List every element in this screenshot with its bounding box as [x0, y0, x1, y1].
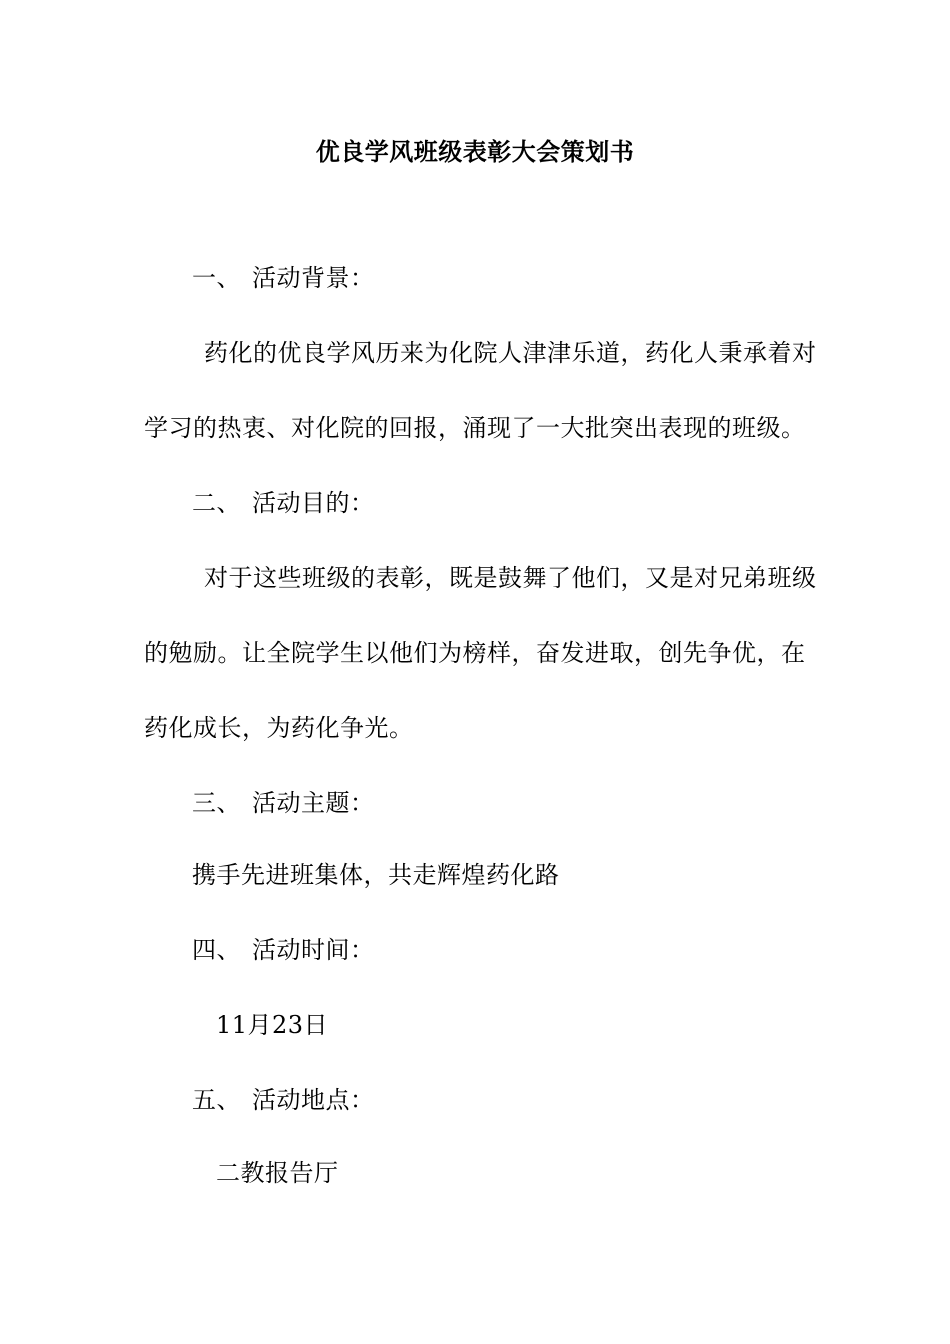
section-heading-text: 活动地点：: [252, 1086, 375, 1114]
section-heading-text: 活动目的：: [252, 489, 375, 517]
section-heading-text: 活动背景：: [252, 264, 375, 292]
section-number: 一、: [192, 264, 241, 292]
section-heading: [192, 263, 375, 293]
section-heading-text: 活动主题：: [252, 789, 375, 817]
paragraph-line: 对于这些班级的表彰，既是鼓舞了他们，又是对兄弟班级: [204, 564, 817, 592]
section-heading: [192, 788, 375, 818]
section-number: 三、: [192, 789, 241, 817]
section-heading: [192, 935, 375, 965]
paragraph-line: 11月23日: [216, 1011, 329, 1039]
paragraph-line: 药化的优良学风历来为化院人津津乐道，药化人秉承着对: [204, 339, 817, 367]
section-heading: [192, 1085, 375, 1115]
section-number: 五、: [192, 1086, 241, 1114]
section-number: 二、: [192, 489, 241, 517]
section-number: 四、: [192, 936, 241, 964]
document-title: 优良学风班级表彰大会策划书: [315, 137, 635, 166]
paragraph-line: 携手先进班集体，共走辉煌药化路: [192, 861, 560, 889]
paragraph-line: 的勉励。让全院学生以他们为榜样，奋发进取，创先争优，在: [144, 639, 806, 667]
paragraph-line: 药化成长，为药化争光。: [144, 714, 414, 742]
section-heading: [192, 488, 375, 518]
section-heading-text: 活动时间：: [252, 936, 375, 964]
paragraph-line: 学习的热衷、对化院的回报，涌现了一大批突出表现的班级。: [144, 414, 806, 442]
paragraph-line: 二教报告厅: [216, 1159, 339, 1187]
